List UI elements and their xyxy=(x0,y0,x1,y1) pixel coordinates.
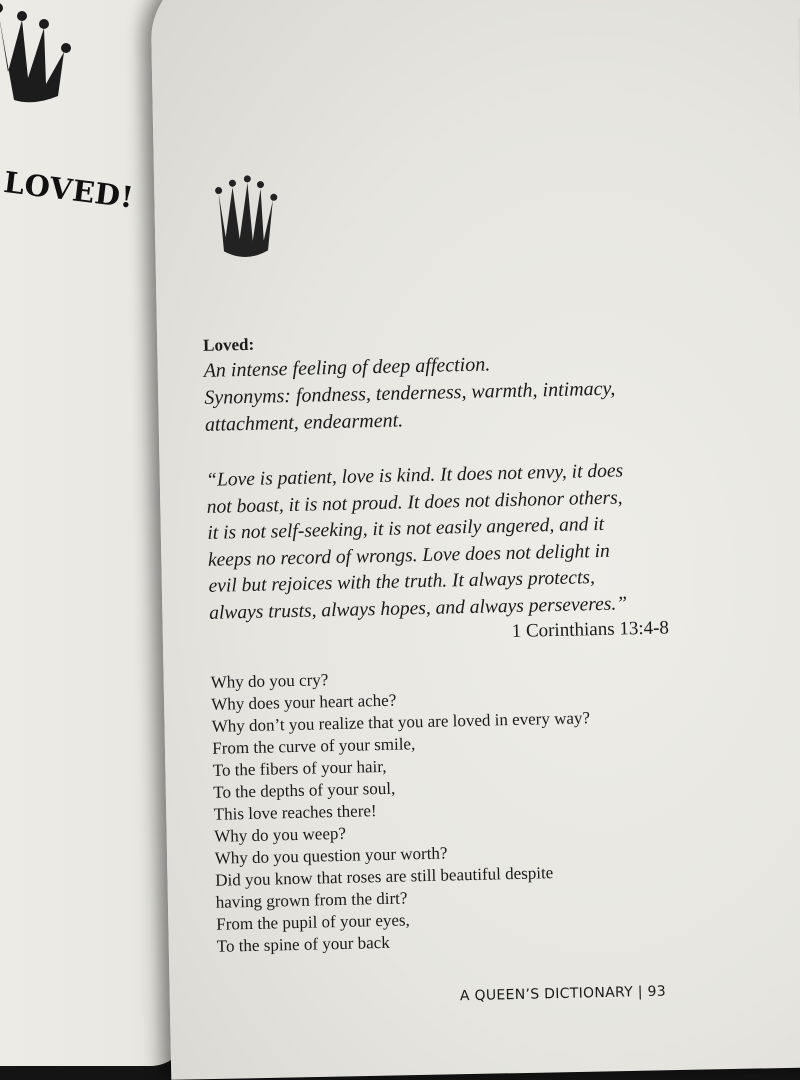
footer-separator: | xyxy=(637,984,643,1001)
poem-line: From the curve of your smile, xyxy=(212,734,416,758)
quote-line: not boast, it is not proud. It does not dishonor others, xyxy=(206,486,623,518)
scripture-quote xyxy=(206,456,729,627)
poem-line: Why does your heart ache? xyxy=(211,690,397,714)
poem-line: To the fibers of your hair, xyxy=(212,756,387,780)
left-page-heading: LOVED! xyxy=(1,165,136,215)
page-footer xyxy=(460,984,666,1005)
synonyms-line: Synonyms: fondness, tenderness, warmth, intimacy, xyxy=(204,377,616,409)
poem-line: Why do you weep? xyxy=(214,823,347,846)
poem-line: Why do you cry? xyxy=(210,670,329,692)
poem-line: To the spine of your back xyxy=(216,932,390,956)
definition-text: An intense feeling of deep affection. xyxy=(203,353,491,382)
page-number: 93 xyxy=(647,983,667,1001)
quote-line: “Love is patient, love is kind. It does not envy, it does xyxy=(205,460,624,491)
entry-term: Loved: xyxy=(202,334,255,355)
poem-line: Did you know that roses are still beautiful despite xyxy=(215,863,554,890)
quote-line: it is not self-seeking, it is not easily angered, and it xyxy=(207,513,605,544)
quote-line: keeps no record of wrongs. Love does not delight in xyxy=(207,540,611,571)
poem-line: having grown from the dirt? xyxy=(215,888,408,912)
book-title: A QUEEN’S DICTIONARY xyxy=(459,984,634,1005)
poem-line: From the pupil of your eyes, xyxy=(216,910,411,934)
poem-line: Why don’t you realize that you are loved in every way? xyxy=(211,708,591,736)
quote-line: evil but rejoices with the truth. It always protects, xyxy=(208,567,596,597)
entry-definition xyxy=(203,346,725,439)
crown-icon xyxy=(214,170,280,263)
poem-line: Why do you question your worth? xyxy=(214,843,448,868)
poem-line: To the depths of your soul, xyxy=(213,778,396,802)
poem-line: This love reaches there! xyxy=(213,801,377,824)
synonyms-line: attachment, endearment. xyxy=(204,409,404,436)
quote-line: always trusts, always hopes, and always perseveres.” xyxy=(208,592,628,624)
quote-citation: 1 Corinthians 13:4-8 xyxy=(511,617,670,643)
poem xyxy=(211,663,596,958)
